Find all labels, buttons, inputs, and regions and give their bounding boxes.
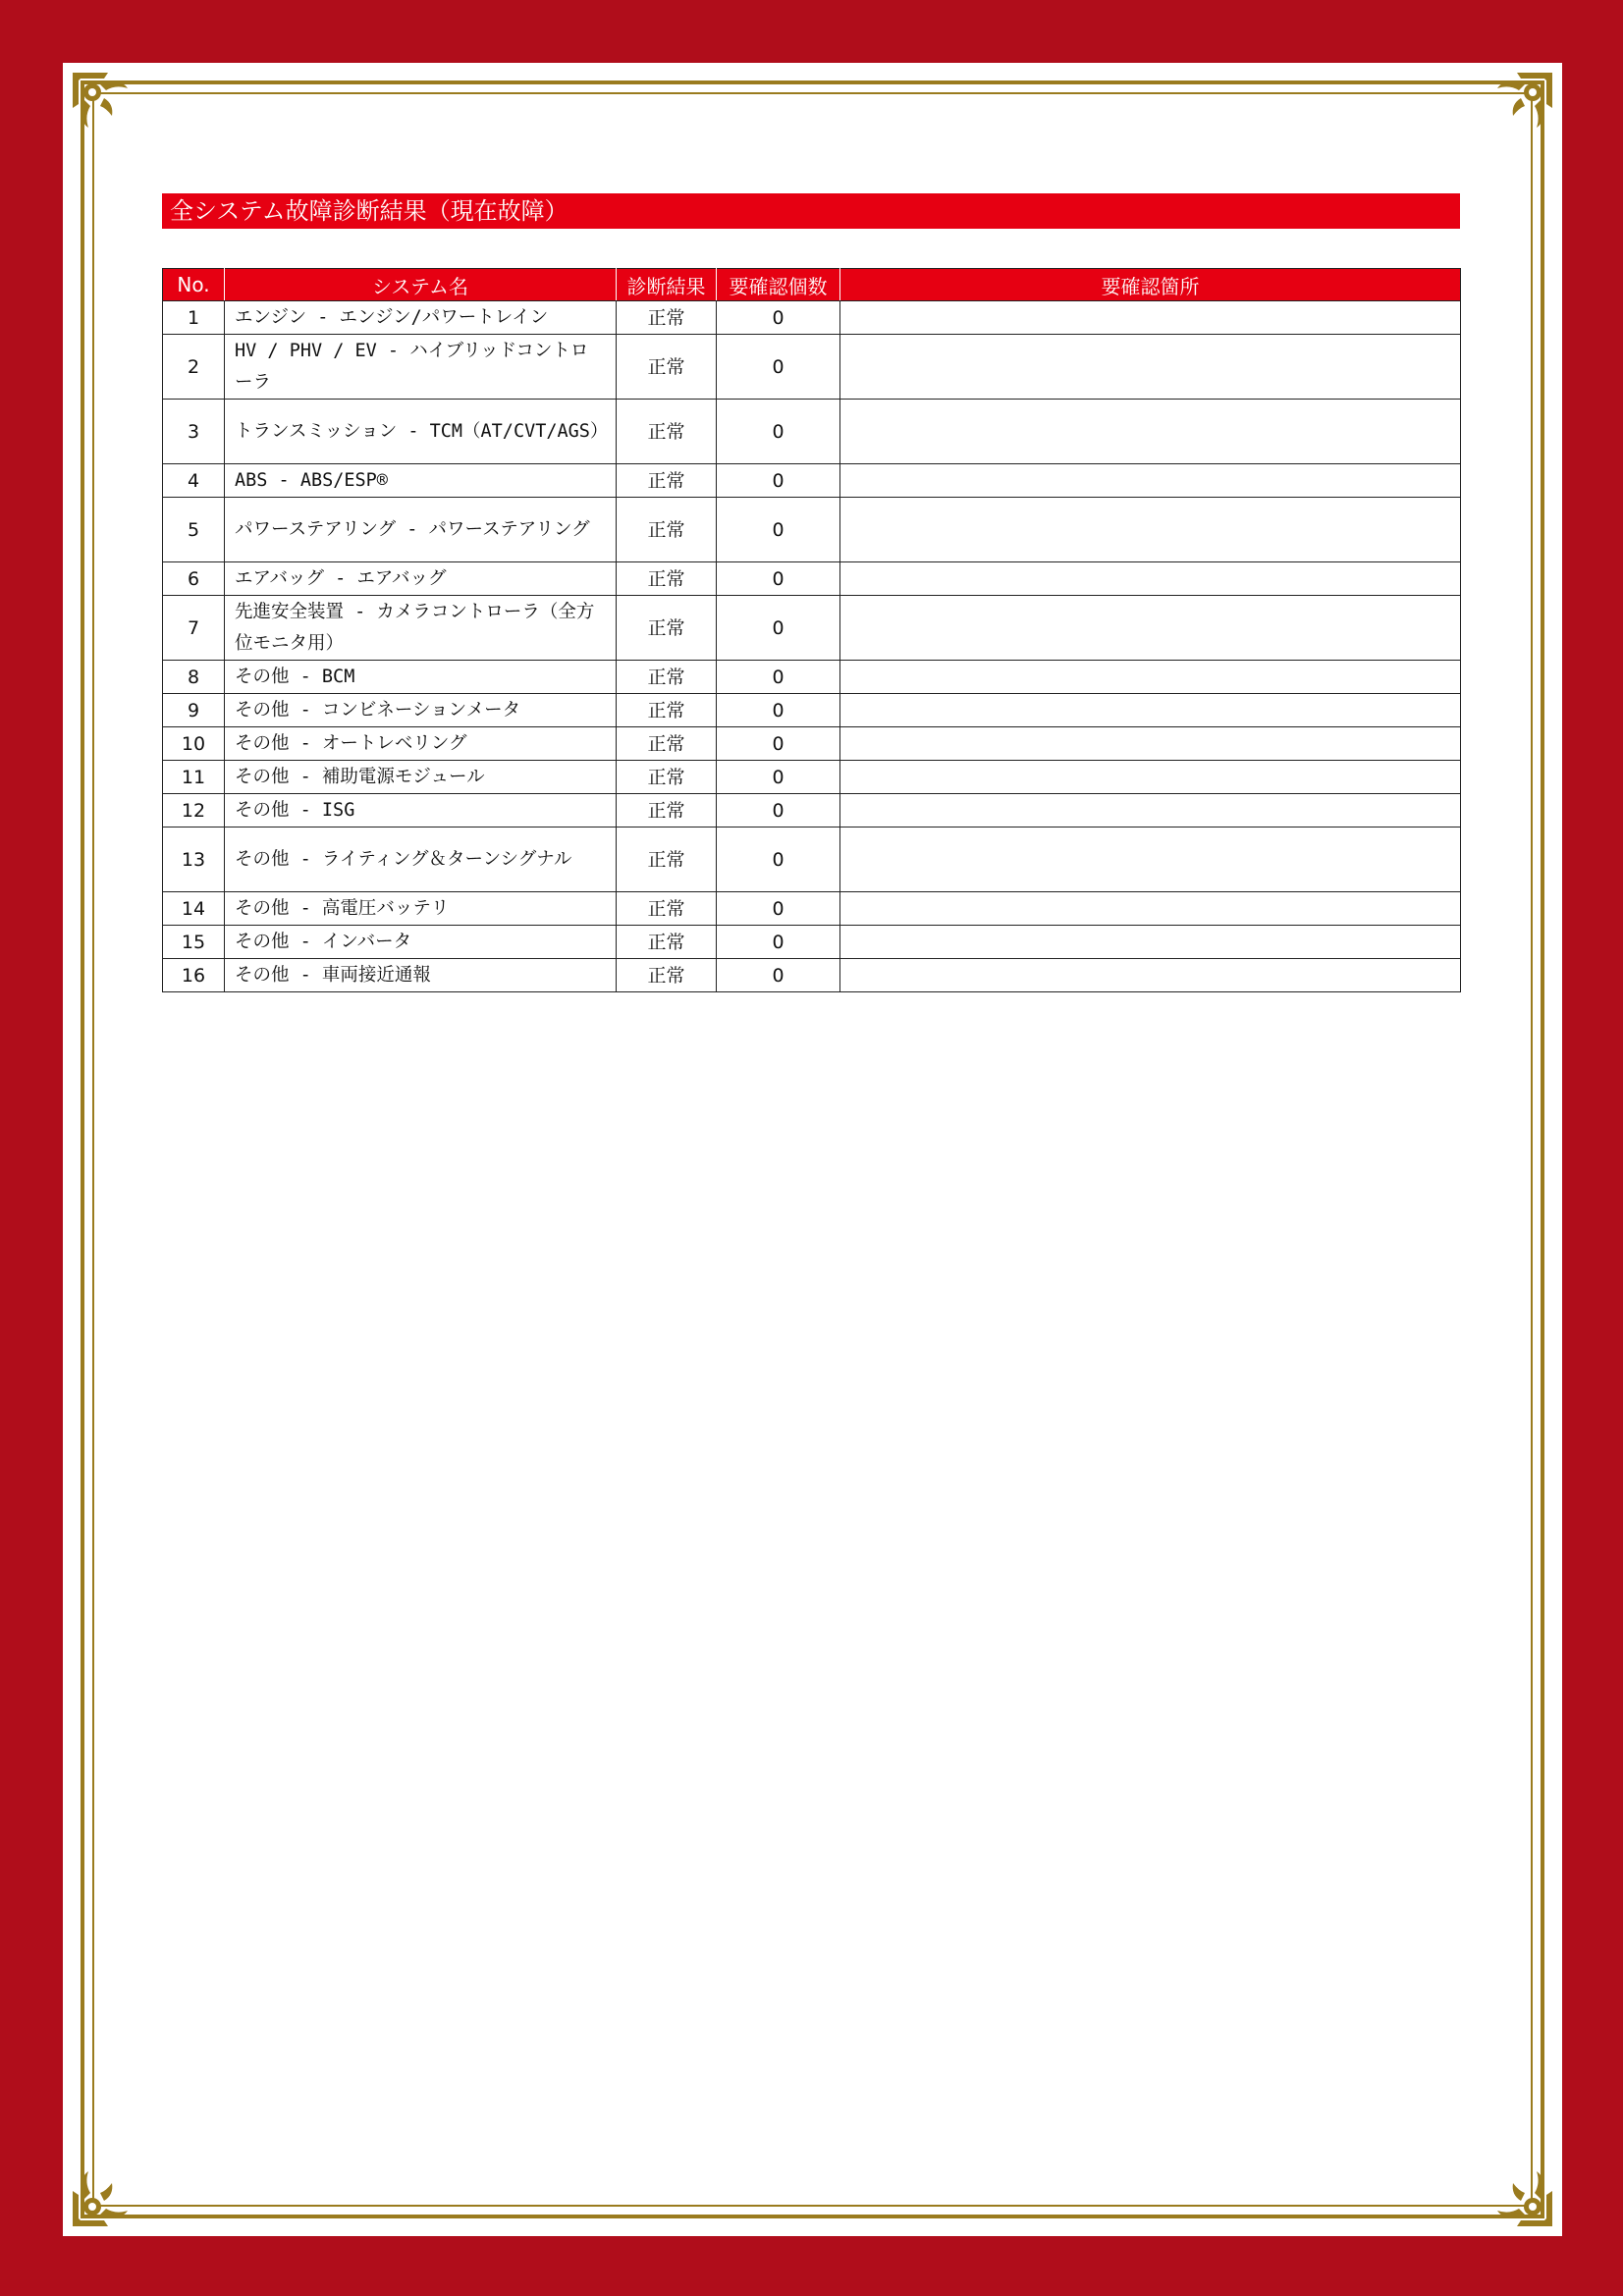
cell-result: 正常 bbox=[617, 400, 717, 464]
table-row bbox=[163, 301, 1461, 335]
cell-count: 0 bbox=[717, 727, 840, 761]
table-row bbox=[163, 400, 1461, 464]
table-row bbox=[163, 694, 1461, 727]
cell-no: 1 bbox=[163, 301, 225, 335]
cell-result: 正常 bbox=[617, 694, 717, 727]
corner-ornament-icon bbox=[1472, 69, 1556, 153]
cell-system: エアバッグ - エアバッグ bbox=[225, 562, 617, 596]
section-title: 全システム故障診断結果（現在故障） bbox=[162, 193, 1460, 229]
cell-no: 6 bbox=[163, 562, 225, 596]
cell-system: その他 - オートレベリング bbox=[225, 727, 617, 761]
cell-location bbox=[840, 959, 1461, 992]
cell-count: 0 bbox=[717, 892, 840, 926]
cell-location bbox=[840, 562, 1461, 596]
cell-count: 0 bbox=[717, 562, 840, 596]
table-row bbox=[163, 498, 1461, 562]
table-row bbox=[163, 727, 1461, 761]
cell-no: 2 bbox=[163, 335, 225, 400]
cell-system: エンジン - エンジン/パワートレイン bbox=[225, 301, 617, 335]
cell-count: 0 bbox=[717, 498, 840, 562]
cell-result: 正常 bbox=[617, 464, 717, 498]
cell-location bbox=[840, 498, 1461, 562]
cell-system: ABS - ABS/ESP® bbox=[225, 464, 617, 498]
cell-result: 正常 bbox=[617, 335, 717, 400]
cell-location bbox=[840, 301, 1461, 335]
header-system-name: システム名 bbox=[225, 269, 617, 301]
table-header-row bbox=[163, 269, 1461, 301]
cell-location bbox=[840, 828, 1461, 892]
cell-system: その他 - ライティング＆ターンシグナル bbox=[225, 828, 617, 892]
table-row bbox=[163, 661, 1461, 694]
cell-count: 0 bbox=[717, 464, 840, 498]
cell-system: HV / PHV / EV - ハイブリッドコントローラ bbox=[225, 335, 617, 400]
cell-count: 0 bbox=[717, 400, 840, 464]
header-no: No. bbox=[163, 269, 225, 301]
cell-no: 11 bbox=[163, 761, 225, 794]
cell-count: 0 bbox=[717, 596, 840, 661]
cell-no: 13 bbox=[163, 828, 225, 892]
corner-ornament-icon bbox=[69, 69, 153, 153]
cell-location bbox=[840, 464, 1461, 498]
cell-system: パワーステアリング - パワーステアリング bbox=[225, 498, 617, 562]
cell-location bbox=[840, 892, 1461, 926]
cell-location bbox=[840, 400, 1461, 464]
cell-count: 0 bbox=[717, 335, 840, 400]
cell-result: 正常 bbox=[617, 892, 717, 926]
cell-no: 5 bbox=[163, 498, 225, 562]
cell-result: 正常 bbox=[617, 761, 717, 794]
cell-count: 0 bbox=[717, 301, 840, 335]
cell-count: 0 bbox=[717, 959, 840, 992]
table-row bbox=[163, 828, 1461, 892]
cell-no: 14 bbox=[163, 892, 225, 926]
report-page bbox=[63, 63, 1562, 2236]
cell-system: その他 - コンビネーションメータ bbox=[225, 694, 617, 727]
cell-no: 4 bbox=[163, 464, 225, 498]
table-row bbox=[163, 926, 1461, 959]
corner-ornament-icon bbox=[69, 2146, 153, 2230]
cell-count: 0 bbox=[717, 694, 840, 727]
cell-system: その他 - 車両接近通報 bbox=[225, 959, 617, 992]
corner-ornament-icon bbox=[1472, 2146, 1556, 2230]
table-row bbox=[163, 761, 1461, 794]
cell-system: その他 - 補助電源モジュール bbox=[225, 761, 617, 794]
table-row bbox=[163, 562, 1461, 596]
cell-result: 正常 bbox=[617, 562, 717, 596]
cell-system: その他 - インバータ bbox=[225, 926, 617, 959]
table-row bbox=[163, 596, 1461, 661]
cell-result: 正常 bbox=[617, 926, 717, 959]
cell-result: 正常 bbox=[617, 661, 717, 694]
cell-location bbox=[840, 661, 1461, 694]
cell-location bbox=[840, 335, 1461, 400]
diagnosis-table bbox=[162, 268, 1461, 992]
cell-count: 0 bbox=[717, 926, 840, 959]
table-row bbox=[163, 794, 1461, 828]
cell-no: 15 bbox=[163, 926, 225, 959]
cell-result: 正常 bbox=[617, 596, 717, 661]
cell-count: 0 bbox=[717, 828, 840, 892]
cell-system: その他 - BCM bbox=[225, 661, 617, 694]
cell-system: その他 - 高電圧バッテリ bbox=[225, 892, 617, 926]
cell-location bbox=[840, 794, 1461, 828]
cell-result: 正常 bbox=[617, 959, 717, 992]
cell-no: 8 bbox=[163, 661, 225, 694]
cell-system: その他 - ISG bbox=[225, 794, 617, 828]
header-check-location: 要確認箇所 bbox=[840, 269, 1461, 301]
cell-no: 16 bbox=[163, 959, 225, 992]
cell-no: 7 bbox=[163, 596, 225, 661]
cell-no: 3 bbox=[163, 400, 225, 464]
table-row bbox=[163, 335, 1461, 400]
cell-result: 正常 bbox=[617, 301, 717, 335]
cell-system: 先進安全装置 - カメラコントローラ（全方位モニタ用） bbox=[225, 596, 617, 661]
cell-no: 10 bbox=[163, 727, 225, 761]
cell-no: 9 bbox=[163, 694, 225, 727]
table-row bbox=[163, 959, 1461, 992]
cell-result: 正常 bbox=[617, 828, 717, 892]
cell-count: 0 bbox=[717, 794, 840, 828]
cell-location bbox=[840, 596, 1461, 661]
cell-system: トランスミッション - TCM（AT/CVT/AGS） bbox=[225, 400, 617, 464]
table-row bbox=[163, 892, 1461, 926]
cell-location bbox=[840, 926, 1461, 959]
cell-result: 正常 bbox=[617, 498, 717, 562]
cell-count: 0 bbox=[717, 661, 840, 694]
cell-location bbox=[840, 694, 1461, 727]
cell-count: 0 bbox=[717, 761, 840, 794]
header-result: 診断結果 bbox=[617, 269, 717, 301]
table-row bbox=[163, 464, 1461, 498]
cell-location bbox=[840, 727, 1461, 761]
cell-location bbox=[840, 761, 1461, 794]
cell-no: 12 bbox=[163, 794, 225, 828]
cell-result: 正常 bbox=[617, 727, 717, 761]
header-check-count: 要確認個数 bbox=[717, 269, 840, 301]
cell-result: 正常 bbox=[617, 794, 717, 828]
